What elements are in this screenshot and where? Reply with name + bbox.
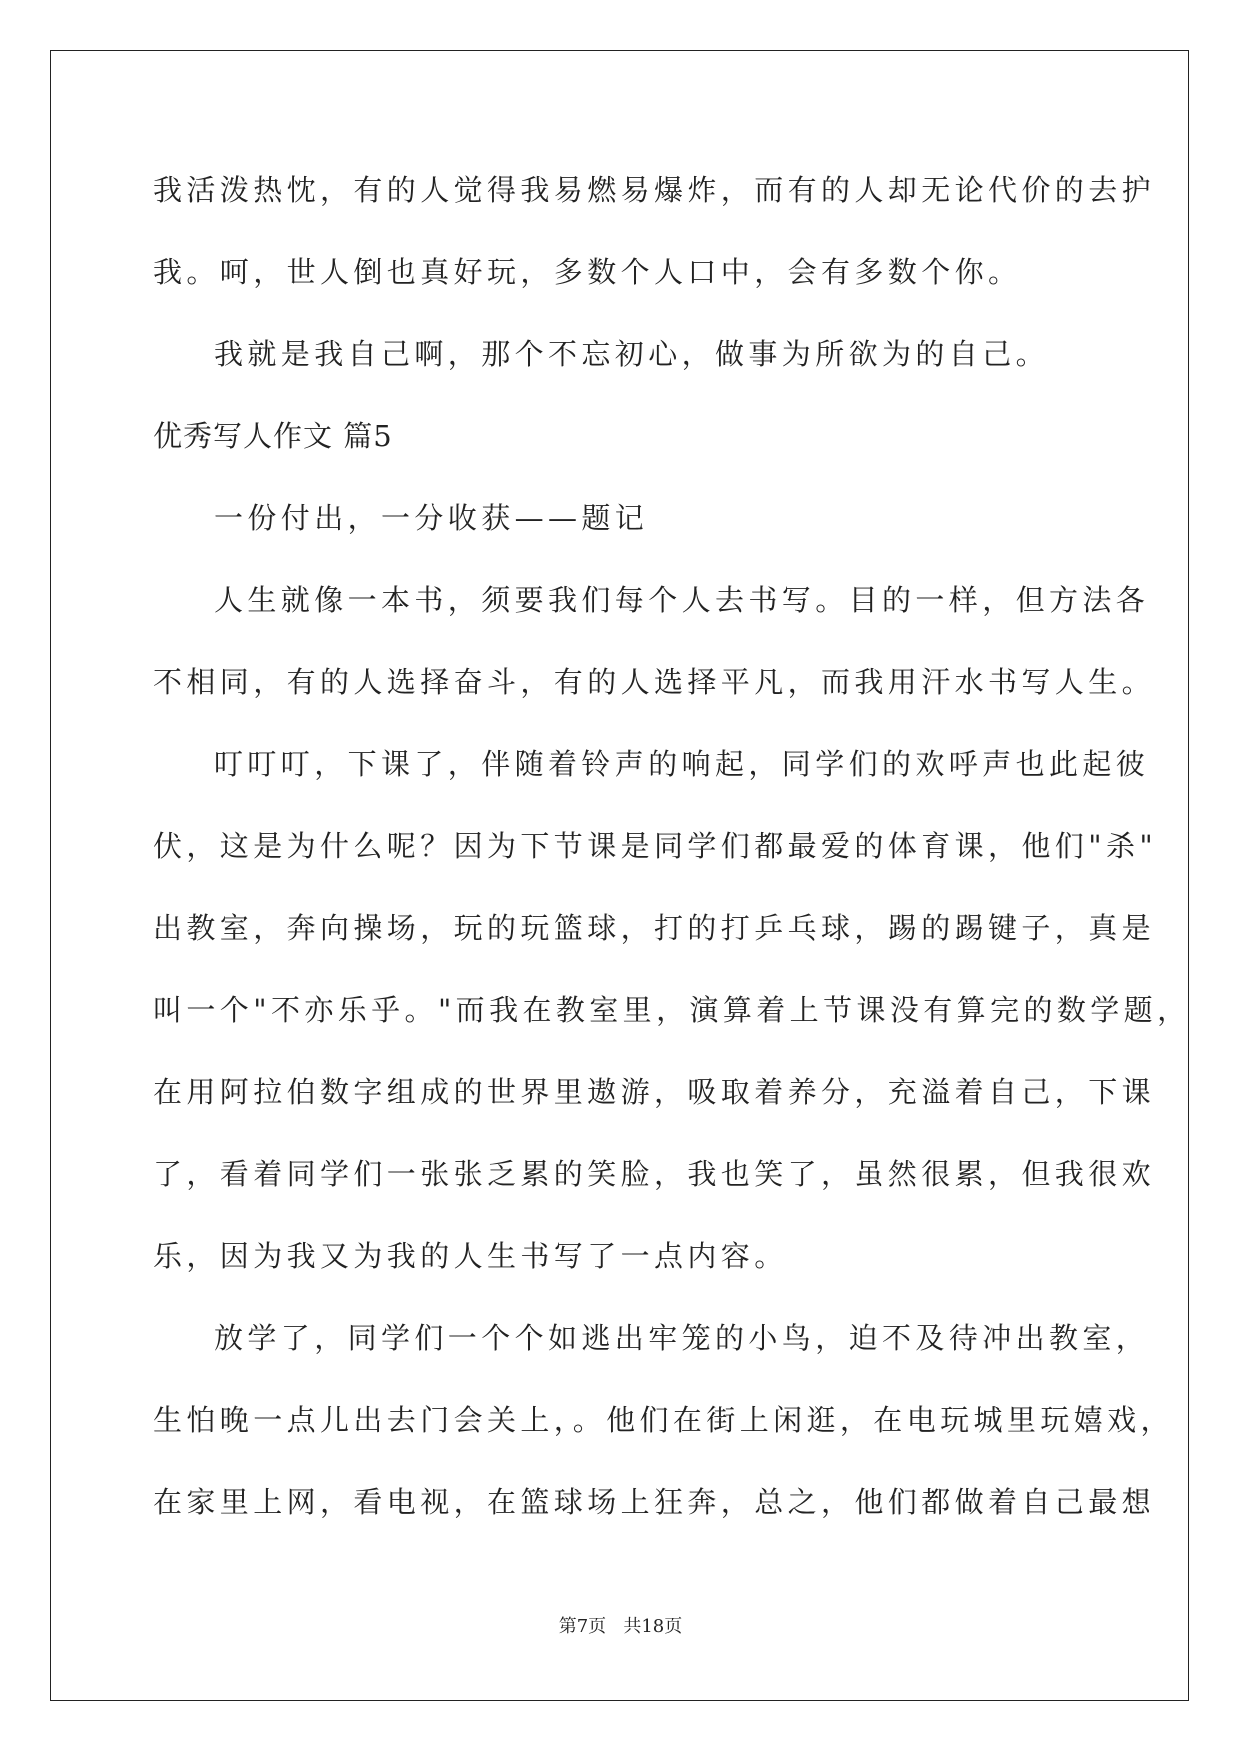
section-heading: 优秀写人作文 篇5: [153, 419, 393, 453]
paragraph-line: 生怕晚一点儿出去门会关上，。他们在街上闲逛，在电玩城里玩嬉戏，: [153, 1403, 1174, 1437]
paragraph-line: 不相同，有的人选择奋斗，有的人选择平凡，而我用汗水书写人生。: [153, 665, 1156, 699]
paragraph-line: 人生就像一本书，须要我们每个人去书写。目的一样，但方法各: [214, 583, 1150, 617]
paragraph-line: 我活泼热忱，有的人觉得我易燃易爆炸，而有的人却无论代价的去护: [153, 173, 1156, 207]
page-footer: 第7页 共18页: [558, 1616, 683, 1637]
epigraph: 一份付出，一分收获——题记: [214, 501, 649, 535]
paragraph-line: 叫一个"不亦乐乎。"而我在教室里，演算着上节课没有算完的数学题，: [153, 993, 1191, 1027]
paragraph-line: 我就是我自己啊，那个不忘初心，做事为所欲为的自己。: [214, 337, 1050, 371]
paragraph-line: 叮叮叮，下课了，伴随着铃声的响起，同学们的欢呼声也此起彼: [214, 747, 1150, 781]
paragraph-line: 出教室，奔向操场，玩的玩篮球，打的打乒乓球，踢的踢键子，真是: [153, 911, 1156, 945]
paragraph-line: 了，看着同学们一张张乏累的笑脸，我也笑了，虽然很累，但我很欢: [153, 1157, 1156, 1191]
paragraph-line: 在用阿拉伯数字组成的世界里遨游，吸取着养分，充溢着自己，下课: [153, 1075, 1156, 1109]
paragraph-line: 在家里上网，看电视，在篮球场上狂奔，总之，他们都做着自己最想: [153, 1485, 1156, 1519]
page-border: [50, 50, 1189, 1701]
paragraph-line: 我。呵，世人倒也真好玩，多数个人口中，会有多数个你。: [153, 255, 1022, 289]
paragraph-line: 放学了，同学们一个个如逃出牢笼的小鸟，迫不及待冲出教室，: [214, 1321, 1150, 1355]
paragraph-line: 伏，这是为什么呢？因为下节课是同学们都最爱的体育课，他们"杀": [153, 829, 1158, 863]
paragraph-line: 乐，因为我又为我的人生书写了一点内容。: [153, 1239, 788, 1273]
